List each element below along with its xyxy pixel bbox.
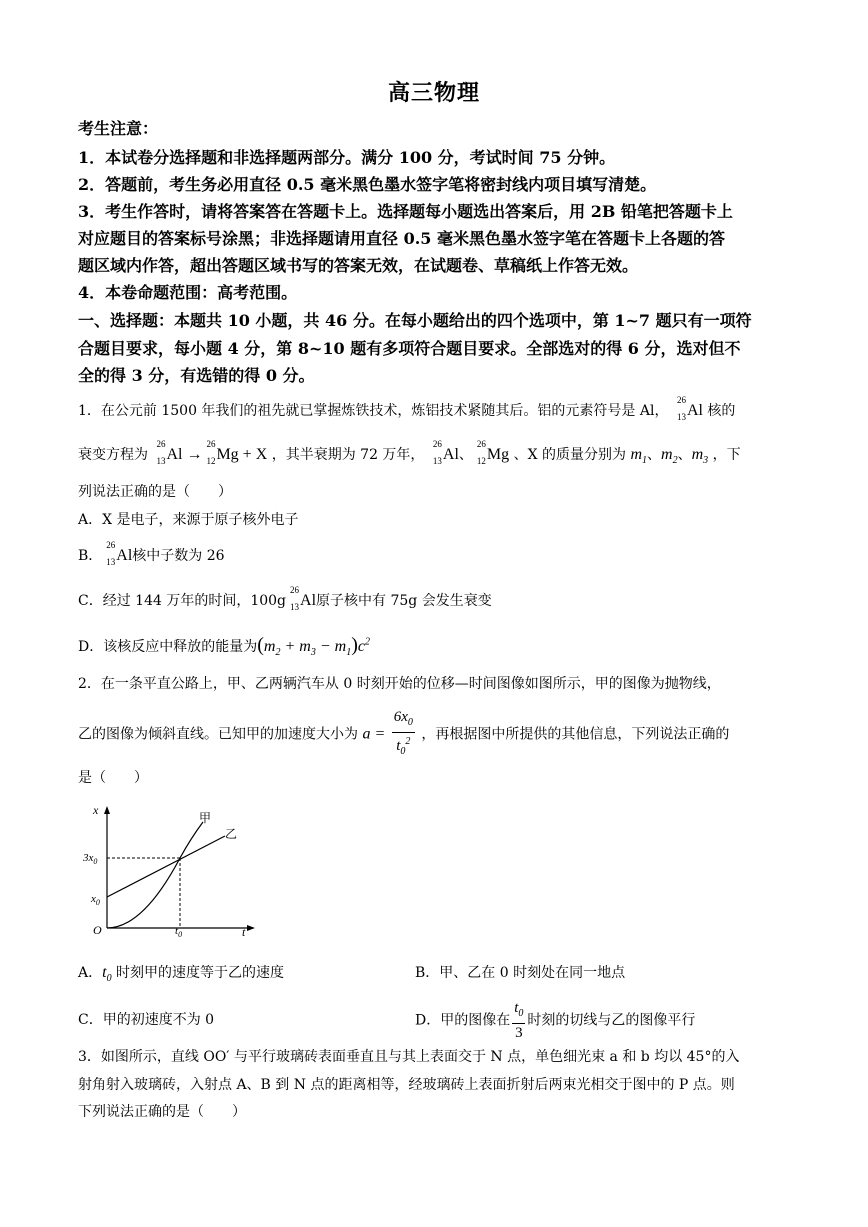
- section1-line-3: 全的得 3 分，有选错的得 0 分。: [78, 366, 315, 385]
- notice-item-1: 1．本试卷分选择题和非选择题两部分。满分 100 分，考试时间 75 分钟。: [78, 148, 616, 167]
- notice-heading: 考生注意：: [78, 119, 159, 138]
- q1-text-1b: 核的: [707, 403, 736, 419]
- q1-line-2: 衰变方程为 26 13 Al → 26 12 Mg + X ，其半衰期为 72 万年， 26 13 Al、 26 12 Mg 、X 的质量分别为 $m_1$、$m_2$、$m_3$ ，下: [78, 439, 741, 467]
- y-axis-arrow: [104, 806, 110, 814]
- q1-option-b: B． 26 13 Al核中子数为 26: [78, 540, 225, 567]
- q1-line-3: 列说法正确的是（ ）: [78, 484, 232, 500]
- label-3x0: $3x_0$: [83, 852, 98, 866]
- x-axis-arrow: [247, 925, 255, 931]
- q3-line-1: 3．如图所示，直线 OO′ 与平行玻璃砖表面垂直且与其上表面交于 N 点，单色细光束 a 和 b 均以 45°的入: [78, 1049, 740, 1065]
- label-t0: $t_0$: [175, 925, 183, 939]
- q2-line-2: 乙的图像为倾斜直线。已知甲的加速度大小为 a = $\frac{6x_0}{t_0^2}$ ，再根据图中所提供的其他信息，下列说法正确的: [78, 708, 790, 761]
- q1-text-2d: ，下: [712, 447, 741, 463]
- q2-line-3: 是（ ）: [78, 770, 148, 786]
- notice-item-4: 4．本卷命题范围：高考范围。: [78, 283, 298, 302]
- q2-option-a: A．$t_0$ 时刻甲的速度等于乙的速度: [78, 964, 285, 985]
- q3-line-3: 下列说法正确的是（ ）: [78, 1104, 246, 1120]
- y-axis-label: x: [93, 803, 99, 817]
- notice-item-3: 3．考生作答时，请将答案答在答题卡上。选择题每小题选出答案后，用 2B 铅笔把答题卡上: [78, 202, 733, 221]
- q2-option-c: C．甲的初速度不为 0: [78, 1012, 215, 1028]
- page-title: 高三物理: [387, 80, 480, 106]
- curve-jia-parabola: [107, 822, 203, 928]
- x-axis-label: t: [242, 925, 246, 939]
- origin-label: O: [93, 923, 102, 937]
- q3-line-2: 射角射入玻璃砖，入射点 A、B 到 N 点的距离相等，经玻璃砖上表面折射后两束光相交于图中的 P 点。则: [78, 1077, 735, 1093]
- q1-text-2a: 衰变方程为: [78, 447, 148, 463]
- notice-item-3-cont: 对应题目的答案标号涂黑；非选择题请用直径 0.5 毫米黑色墨水签字笔在答题卡上各题的答: [78, 229, 725, 248]
- acceleration-fraction: $\frac{6x_0}{t_0^2}$: [393, 709, 413, 757]
- q2-xt-graph: [85, 800, 265, 940]
- q1-line-1: 1．在公元前 1500 年我们的祖先就已掌握炼铁技术，炼铝技术紧随其后。铝的元素符号是 Al， 26 13 Al 核的: [78, 395, 736, 422]
- notice-item-2: 2．答题前，考生务必用直径 0.5 毫米黑色墨水签字笔将密封线内项目填写清楚。: [78, 175, 657, 194]
- q1-text-2b: ，其半衰期为 72 万年，: [271, 447, 425, 463]
- section1-line-1: 一、选择题：本题共 10 小题，共 46 分。在每小题给出的四个选项中，第 1~7 题只有一项符: [78, 311, 752, 330]
- t0-over-3: $\frac{t_0}{3}$: [514, 1000, 524, 1041]
- q1-option-c: C．经过 144 万年的时间，100g 26 13 Al原子核中有 75g 会发生衰变: [78, 585, 492, 612]
- curve-yi-label: 乙: [225, 827, 238, 841]
- decay-equation: 26 13 Al → 26 12 Mg + X: [156, 439, 268, 466]
- q1-option-a: A．X 是电子，来源于原子核外电子: [78, 512, 299, 528]
- curve-yi-line: [107, 836, 225, 897]
- q1-text-2c: 、X 的质量分别为: [513, 447, 626, 463]
- section1-line-2: 合题目要求，每小题 4 分，第 8~10 题有多项符合题目要求。全部选对的得 6 分，选对但不: [78, 339, 741, 358]
- curve-jia-label: 甲: [199, 811, 212, 825]
- notice-item-3-cont2: 题区域内作答，超出答题区域书写的答案无效，在试题卷、草稿纸上作答无效。: [78, 256, 639, 275]
- q1-option-d: D．该核反应中释放的能量为$(m_2 + m_3 - m_1)c^2$: [78, 634, 370, 659]
- q2-line-1: 2．在一条平直公路上，甲、乙两辆汽车从 0 时刻开始的位移—时间图像如图所示，甲的图像为抛物线，: [78, 676, 721, 692]
- q2-option-d: D．甲的图像在 $\frac{t_0}{3}$ 时刻的切线与乙的图像平行: [415, 1000, 696, 1041]
- label-x0: $x_0$: [91, 893, 100, 907]
- q1-text-1a: 1．在公元前 1500 年我们的祖先就已掌握炼铁技术，炼铝技术紧随其后。铝的元素符号是 Al，: [78, 403, 669, 419]
- q2-option-b: B．甲、乙在 0 时刻处在同一地点: [415, 965, 626, 981]
